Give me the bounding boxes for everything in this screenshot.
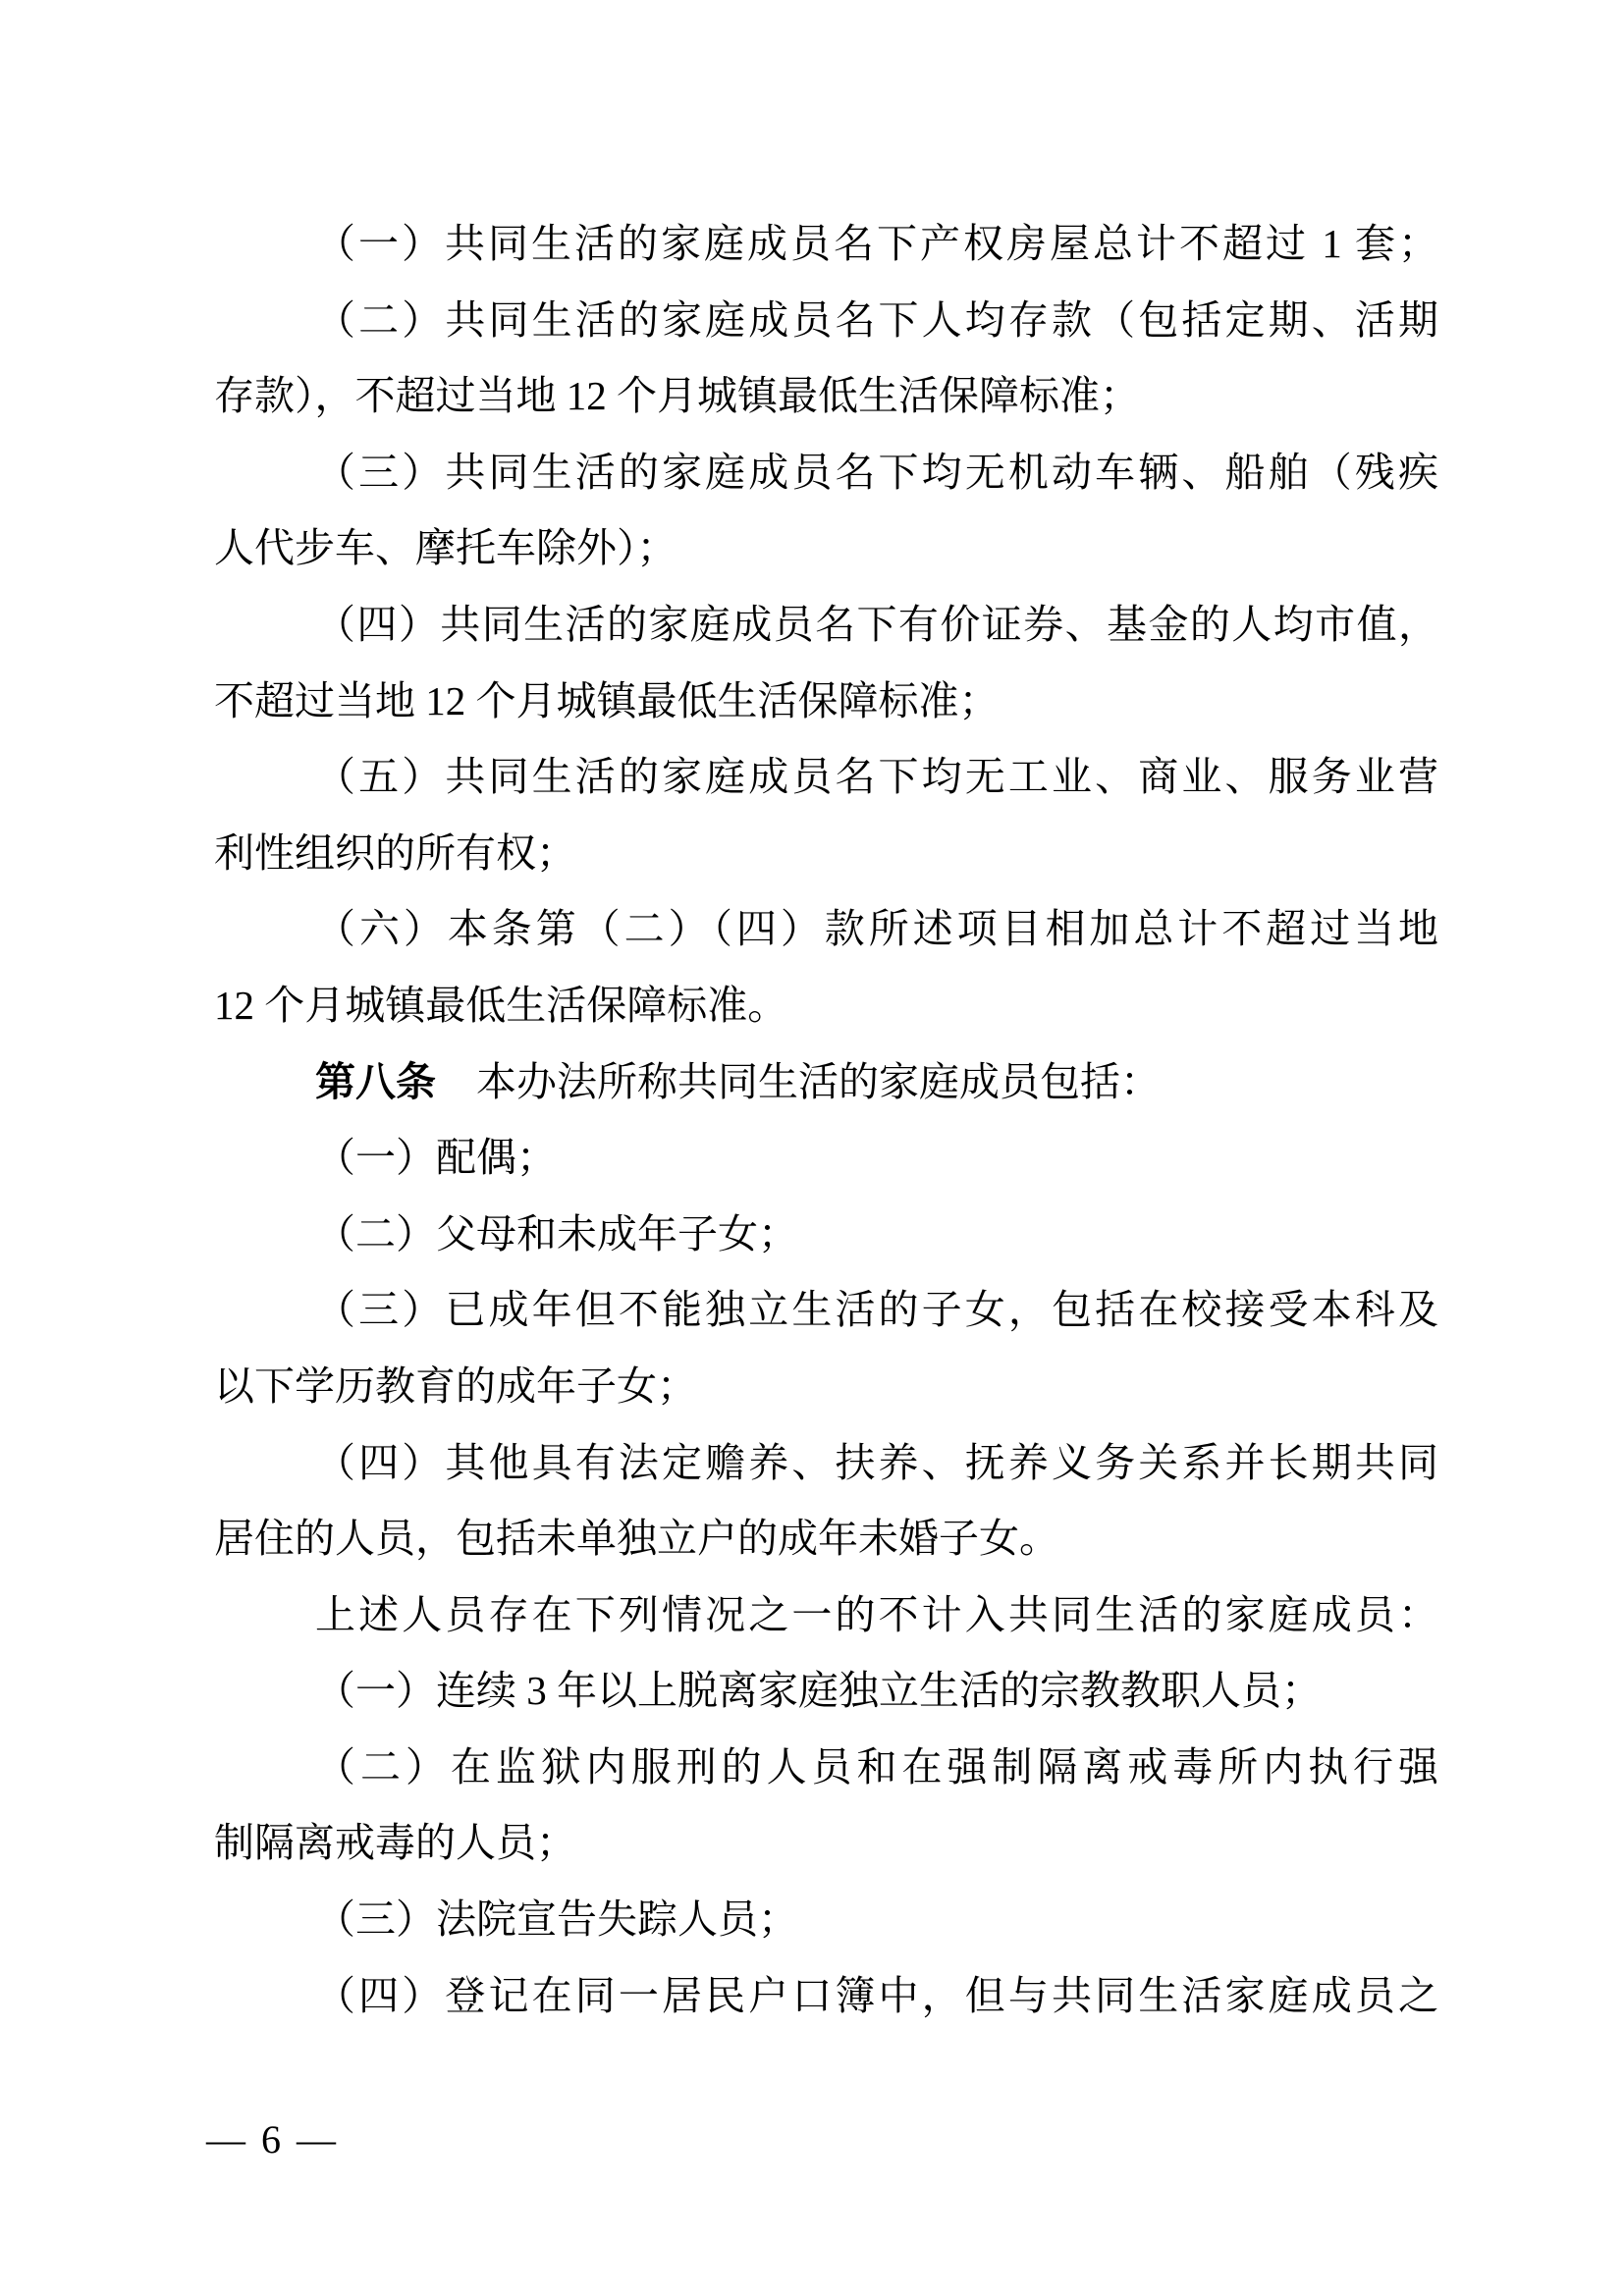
text-line: 第八条 本办法所称共同生活的家庭成员包括： (315, 1058, 1161, 1104)
text-line: （三）已成年但不能独立生活的子女，包括在校接受本科及 (315, 1287, 1438, 1333)
text-line: 居住的人员，包括未单独立户的成年未婚子女。 (214, 1516, 1059, 1562)
text-body (214, 206, 1438, 2034)
text-line: 以下学历教育的成年子女； (214, 1362, 697, 1409)
text-line: （四）登记在同一居民户口簿中，但与共同生活家庭成员之 (315, 1972, 1438, 2018)
text-line: （一）配偶； (315, 1135, 557, 1181)
text-line: 存款），不超过当地 12 个月城镇最低生活保障标准； (214, 373, 1140, 419)
text-line: 制隔离戒毒的人员； (214, 1820, 576, 1866)
article-number-bold: 第八条 (315, 1058, 436, 1104)
text-line: （三）法院宣告失踪人员； (315, 1896, 798, 1943)
text-line: （二）父母和未成年子女； (315, 1210, 798, 1256)
text-line: （二）共同生活的家庭成员名下人均存款（包括定期、活期 (315, 296, 1438, 343)
text-line: 利性组织的所有权； (214, 829, 576, 876)
page-number: — 6 — (206, 2117, 339, 2162)
text-line: 人代步车、摩托车除外）； (214, 525, 677, 571)
text-line: （三）共同生活的家庭成员名下均无机动车辆、船舶（残疾 (315, 449, 1438, 495)
text-line: （一）共同生活的家庭成员名下产权房屋总计不超过 1 套； (315, 221, 1438, 266)
text-line: （一）连续 3 年以上脱离家庭独立生活的宗教教职人员； (315, 1668, 1322, 1714)
text-line: （二）在监狱内服刑的人员和在强制隔离戒毒所内执行强 (315, 1743, 1438, 1789)
text-line: 不超过当地 12 个月城镇最低生活保障标准； (214, 677, 1000, 723)
text-line: （五）共同生活的家庭成员名下均无工业、商业、服务业营 (315, 754, 1438, 800)
text-line: （四）共同生活的家庭成员名下有价证券、基金的人均市值， (315, 601, 1438, 647)
text-line: （六）本条第（二）（四）款所述项目相加总计不超过当地 (315, 906, 1438, 952)
text-line: 上述人员存在下列情况之一的不计入共同生活的家庭成员： (315, 1591, 1438, 1637)
text-line: （四）其他具有法定赡养、扶养、抚养义务关系并长期共同 (315, 1439, 1438, 1485)
text-line: 12 个月城镇最低生活保障标准。 (214, 982, 788, 1028)
